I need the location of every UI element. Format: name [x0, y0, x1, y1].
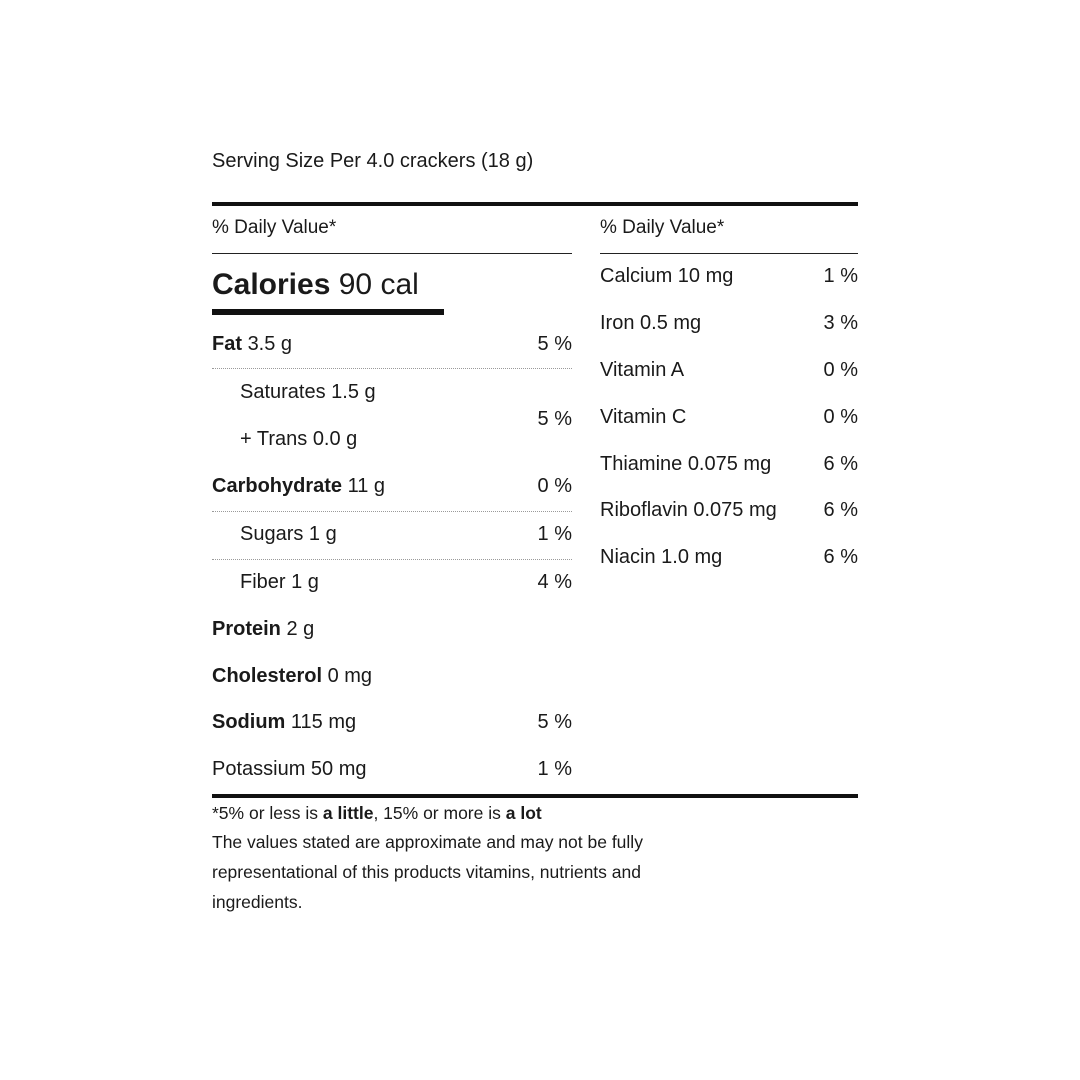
- footnote-little: a little: [322, 803, 374, 823]
- fat-name: Fat: [212, 333, 242, 355]
- daily-value-header-right: % Daily Value*: [600, 217, 725, 238]
- footnote-scale: [212, 803, 542, 824]
- carbohydrate-pct: 0 %: [537, 475, 572, 497]
- carbohydrate-amount: 11 g: [347, 475, 386, 497]
- fiber-row: Fiber 1 g: [240, 571, 319, 593]
- fiber-pct: 4 %: [537, 571, 572, 593]
- divider: [212, 368, 572, 369]
- calories-line: [212, 268, 419, 302]
- potassium-pct: 1 %: [537, 758, 572, 780]
- iron-row: Iron 0.5 mg: [600, 312, 702, 334]
- footnote-part1: *5% or less is: [212, 803, 323, 823]
- niacin-row: Niacin 1.0 mg: [600, 546, 723, 568]
- cholesterol-name: Cholesterol: [212, 665, 323, 687]
- fat-amount: 3.5 g: [247, 333, 293, 355]
- iron-pct: 3 %: [823, 312, 858, 334]
- protein-name: Protein: [212, 618, 281, 640]
- footnote-lot: a lot: [505, 803, 542, 823]
- top-thick-rule: [212, 202, 858, 206]
- sodium-name: Sodium: [212, 711, 286, 733]
- vitamin-a-row: Vitamin A: [600, 359, 685, 381]
- protein-row: [212, 618, 314, 641]
- cholesterol-row: [212, 665, 372, 688]
- calories-value: 90 cal: [338, 268, 419, 301]
- fat-row: [212, 333, 292, 356]
- thiamine-row: Thiamine 0.075 mg: [600, 453, 772, 475]
- thiamine-pct: 6 %: [823, 453, 858, 475]
- saturates-trans-pct: 5 %: [537, 408, 572, 430]
- disclaimer-line-2: representational of this products vitamins, nutrients and: [212, 862, 641, 882]
- sodium-amount: 115 mg: [290, 711, 357, 733]
- riboflavin-pct: 6 %: [823, 499, 858, 521]
- vitamin-a-pct: 0 %: [823, 359, 858, 381]
- fat-pct: 5 %: [537, 333, 572, 355]
- divider: [212, 559, 572, 560]
- left-header-rule: [212, 253, 572, 254]
- calcium-pct: 1 %: [823, 265, 858, 287]
- nutrition-facts-panel: [212, 0, 858, 1080]
- sodium-row: [212, 711, 356, 734]
- niacin-pct: 6 %: [823, 546, 858, 568]
- carbohydrate-name: Carbohydrate: [212, 475, 343, 497]
- calcium-row: Calcium 10 mg: [600, 265, 734, 287]
- sugars-row: Sugars 1 g: [240, 523, 337, 545]
- calories-label: Calories: [212, 268, 331, 301]
- trans-row: + Trans 0.0 g: [240, 428, 358, 450]
- divider: [212, 511, 572, 512]
- sodium-pct: 5 %: [537, 711, 572, 733]
- footnote-part2: , 15% or more is: [373, 803, 506, 823]
- serving-size: Serving Size Per 4.0 crackers (18 g): [212, 150, 534, 172]
- sugars-pct: 1 %: [537, 523, 572, 545]
- vitamin-c-row: Vitamin C: [600, 406, 687, 428]
- potassium-row: Potassium 50 mg: [212, 758, 367, 780]
- protein-amount: 2 g: [286, 618, 315, 640]
- calories-underline: [212, 309, 444, 315]
- bottom-thick-rule: [212, 794, 858, 798]
- daily-value-header-left: % Daily Value*: [212, 217, 337, 238]
- disclaimer-line-3: ingredients.: [212, 892, 303, 912]
- riboflavin-row: Riboflavin 0.075 mg: [600, 499, 777, 521]
- right-header-rule: [600, 253, 858, 254]
- disclaimer-line-1: The values stated are approximate and may not be fully: [212, 832, 643, 852]
- cholesterol-amount: 0 mg: [327, 665, 373, 687]
- vitamin-c-pct: 0 %: [823, 406, 858, 428]
- saturates-row: Saturates 1.5 g: [240, 381, 376, 403]
- carbohydrate-row: [212, 475, 385, 498]
